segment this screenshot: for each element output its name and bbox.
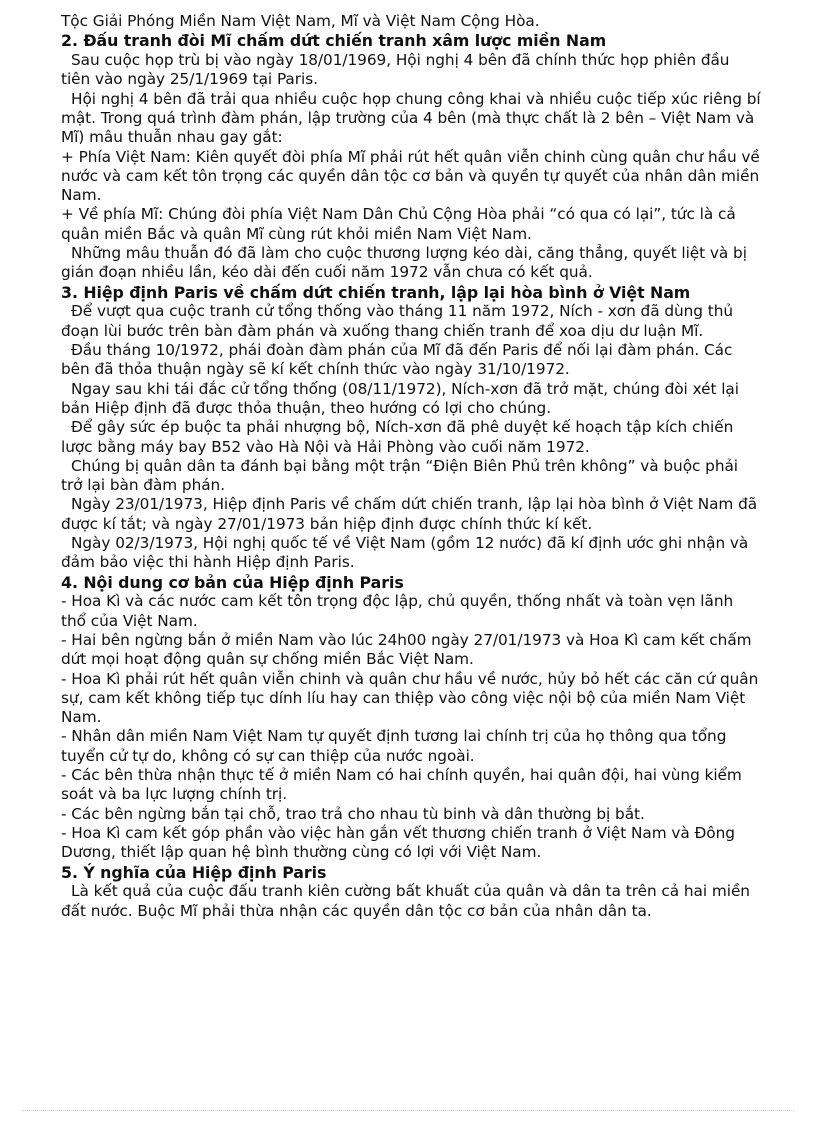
section-4-item-1: - Hoa Kì và các nước cam kết tôn trọng độc lập, chủ quyền, thống nhất và toàn vẹn lãnh thổ của Việt Nam. bbox=[61, 592, 734, 630]
section-5-heading: 5. Ý nghĩa của Hiệp định Paris bbox=[61, 862, 327, 882]
section-5-paragraph-1: Là kết quả của cuộc đấu tranh kiên cường bất khuất của quân và dân ta trên cả hai miền đất nước. Buộc Mĩ phải thừa nhận các quyền dân tộc cơ bản của nhân dân ta. bbox=[61, 882, 750, 920]
section-3-paragraph-6: Ngày 23/01/1973, Hiệp định Paris về chấm dứt chiến tranh, lập lại hòa bình ở Việt Nam đã được kí tắt; và ngày 27/01/1973 bản hiệp định được chính thức kí kết. bbox=[61, 495, 758, 533]
page-bottom-divider bbox=[22, 1110, 794, 1111]
section-3-paragraph-4: Để gây sức ép buộc ta phải nhượng bộ, Ních-xơn đã phê duyệt kế hoạch tập kích chiến lược bằng máy bay B52 vào Hà Nội và Hải Phòng vào cuối năm 1972. bbox=[61, 418, 734, 456]
section-2-heading: 2. Đấu tranh đòi Mĩ chấm dứt chiến tranh xâm lược miền Nam bbox=[61, 31, 607, 51]
section-3-paragraph-1: Để vượt qua cuộc tranh cử tổng thống vào tháng 11 năm 1972, Ních - xơn đã dùng thủ đoạn lùi bước trên bàn đàm phán và xuống thang chiến tranh để xoa dịu dư luận Mĩ. bbox=[61, 302, 734, 340]
section-3-paragraph-7: Ngày 02/3/1973, Hội nghị quốc tế về Việt Nam (gồm 12 nước) đã kí định ước ghi nhận và đảm bảo việc thi hành Hiệp định Paris. bbox=[61, 534, 749, 572]
document-page bbox=[61, 12, 761, 921]
section-2-paragraph-4: + Về phía Mĩ: Chúng đòi phía Việt Nam Dân Chủ Cộng Hòa phải “có qua có lại”, tức là cả quân miền Bắc và quân Mĩ cùng rút khỏi miền Nam Việt Nam. bbox=[61, 205, 736, 243]
section-2-paragraph-5: Những mâu thuẫn đó đã làm cho cuộc thương lượng kéo dài, căng thẳng, quyết liệt và bị gián đoạn nhiều lần, kéo dài đến cuối năm 1972 vẫn chưa có kết quả. bbox=[61, 244, 747, 282]
section-4-item-7: - Hoa Kì cam kết góp phần vào việc hàn gắn vết thương chiến tranh ở Việt Nam và Đông Dương, thiết lập quan hệ bình thường cùng có lợi với Việt Nam. bbox=[61, 823, 735, 862]
intro-line: Tộc Giải Phóng Miền Nam Việt Nam, Mĩ và Việt Nam Cộng Hòa. bbox=[61, 12, 540, 30]
section-4-item-2: - Hai bên ngừng bắn ở miền Nam vào lúc 24h00 ngày 27/01/1973 và Hoa Kì cam kết chấm dứt mọi hoạt động quân sự chống miền Bắc Việt Nam. bbox=[61, 631, 752, 669]
section-4-item-5: - Các bên thừa nhận thực tế ở miền Nam có hai chính quyền, hai quân đội, hai vùng kiểm soát và ba lực lượng chính trị. bbox=[61, 766, 742, 804]
section-4-heading: 4. Nội dung cơ bản của Hiệp định Paris bbox=[61, 572, 404, 592]
section-3-heading: 3. Hiệp định Paris về chấm dứt chiến tranh, lập lại hòa bình ở Việt Nam bbox=[61, 282, 691, 302]
section-4-item-4: - Nhân dân miền Nam Việt Nam tự quyết định tương lai chính trị của họ thông qua tổng tuyển cử tự do, không có sự can thiệp của nước ngoài. bbox=[61, 727, 727, 765]
section-2-paragraph-2: Hội nghị 4 bên đã trải qua nhiều cuộc họp chung công khai và nhiều cuộc tiếp xúc riêng bí mật. Trong quá trình đàm phán, lập trường của 4 bên (mà thực chất là 2 bên – Việt Nam và Mĩ) mâu thuẫn nhau gay gắt: bbox=[61, 89, 761, 147]
section-2-paragraph-3: + Phía Việt Nam: Kiên quyết đòi phía Mĩ phải rút hết quân viễn chinh cùng quân chư hầu về nước và cam kết tôn trọng các quyền dân tộc cơ bản và quyền tự quyết của nhân dân miền Nam. bbox=[61, 147, 760, 205]
section-4-item-6: - Các bên ngừng bắn tại chỗ, trao trả cho nhau tù binh và dân thường bị bắt. bbox=[61, 804, 645, 823]
section-3-paragraph-5: Chúng bị quân dân ta đánh bại bằng một trận “Điện Biên Phủ trên không” và buộc phải trở lại bàn đàm phán. bbox=[61, 456, 739, 495]
section-3-paragraph-2: Đầu tháng 10/1972, phái đoàn đàm phán của Mĩ đã đến Paris để nối lại đàm phán. Các bên đã thỏa thuận ngày sẽ kí kết chính thức vào ngày 31/10/1972. bbox=[61, 341, 733, 379]
section-3-paragraph-3: Ngay sau khi tái đắc cử tổng thống (08/11/1972), Ních-xơn đã trở mặt, chúng đòi xét lại bản Hiệp định đã được thỏa thuận, theo hướng có lợi cho chúng. bbox=[61, 379, 739, 417]
section-4-item-3: - Hoa Kì phải rút hết quân viễn chinh và quân chư hầu về nước, hủy bỏ hết các căn cứ quân sự, cam kết không tiếp tục dính líu hay can thiệp vào công việc nội bộ của miền Nam Việt Nam. bbox=[61, 669, 759, 727]
section-2-paragraph-1: Sau cuộc họp trù bị vào ngày 18/01/1969, Hội nghị 4 bên đã chính thức họp phiên đầu tiên vào ngày 25/1/1969 tại Paris. bbox=[61, 51, 730, 89]
